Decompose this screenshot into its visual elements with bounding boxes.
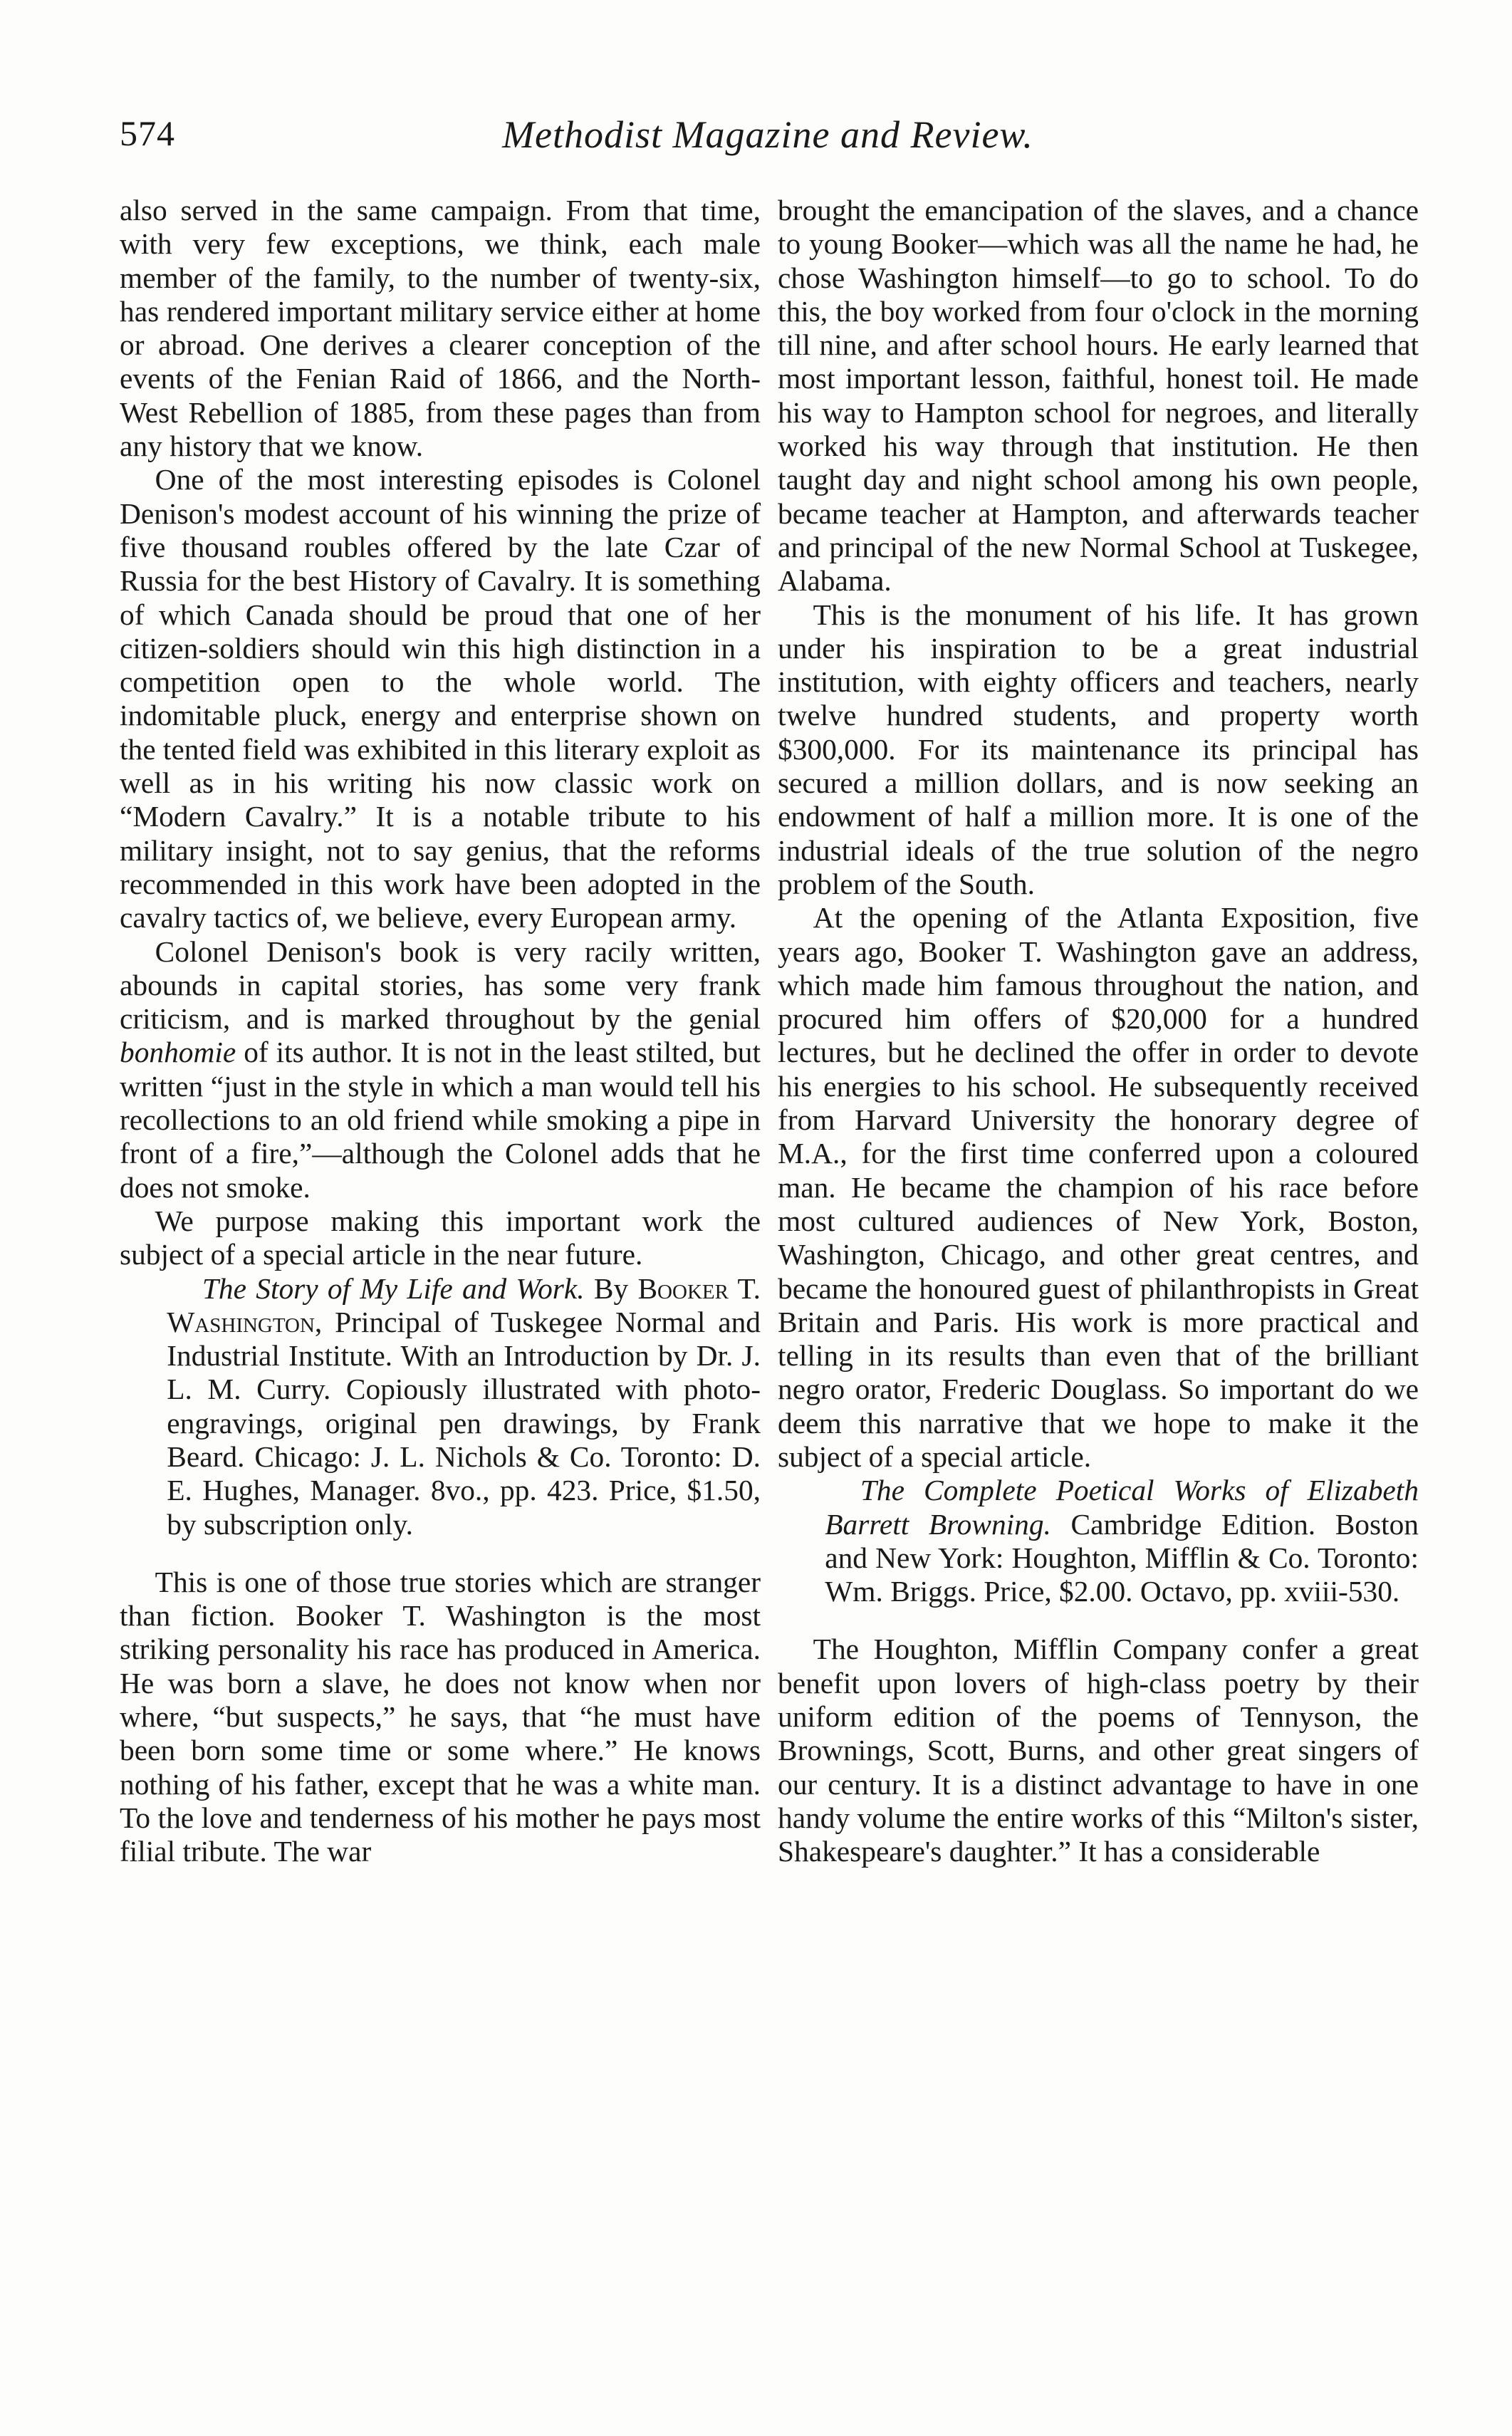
paragraph: We purpose making this important work the subject of a special article in the near future. [120, 1204, 761, 1271]
book-review-entry [120, 1272, 761, 1541]
page-number: 574 [120, 113, 175, 153]
running-title: Methodist Magazine and Review. [502, 113, 1033, 156]
right-column [778, 194, 1419, 1869]
book-review-entry [778, 1474, 1419, 1608]
paragraph: This is one of those true stories which are stranger than fiction. Booker T. Washington is the most striking personality his race has produced in America. He was born a slave, he does not know when nor where, “but suspects,” he says, that “he must have been born some time or some where.” He knows nothing of his father, except that he was a white man. To the love and tenderness of his mother he pays most filial tribute. The war [120, 1565, 761, 1868]
book-by: By [593, 1271, 629, 1305]
paragraph: This is the monument of his life. It has grown under his inspiration to be a great industrial institution, with eighty officers and teachers, nearly twelve hundred students, and property worth $300,000. For its maintenance its principal has secured a million dollars, and is now seeking an endowment of half a million more. It is one of the industrial ideals of the true solution of the negro problem of the South. [778, 598, 1419, 900]
running-head [120, 113, 1416, 162]
paragraph: brought the emancipation of the slaves, and a chance to young Booker—which was all the name he had, he chose Washington himself—to go to school. To do this, the boy worked from four o'clock in the morning till nine, and after school hours. He early learned that most important lesson, faithful, honest toil. He made his way to Hampton school for negroes, and literally worked his way through that institution. He then taught day and night school among his own people, became teacher at Hampton, and afterwards teacher and principal of the new Normal School at Tuskegee, Alabama. [778, 194, 1419, 598]
book-title: The Story of My Life and Work. [202, 1271, 585, 1305]
paragraph: The Houghton, Mifflin Company confer a great benefit upon lovers of high-class poetry by their uniform edition of the poems of Tennyson, the Brownings, Scott, Burns, and other great singers of our century. It is a distinct advantage to have in one handy volume the entire works of this “Milton's sister, Shakespeare's daughter.” It has a considerable [778, 1633, 1419, 1868]
paragraph: One of the most interesting episodes is Colonel Denison's modest account of his winning the prize of five thousand roubles offered by the late Czar of Russia for the best History of Cavalry. It is something of which Canada should be proud that one of her citizen-soldiers should win this high distinction in a competition open to the whole world. The indomitable pluck, energy and enterprise shown on the tented field was exhibited in this literary exploit as well as in his writing his now classic work on “Modern Cavalry.” It is a notable tribute to his military insight, not to say genius, that the reforms recommended in this work have been adopted in the cavalry tactics of, we believe, every European army. [120, 463, 761, 935]
book-details: Principal of Tuskegee Normal and Industrial Institute. With an Introduction by Dr. J. L. M. Curry. Copiously illustrated with photo-engravings, original pen drawings, by Frank Beard. Chicago: J. L. Nichols & Co. Toronto: D. E. Hughes, Manager. 8vo., pp. 423. Price, $1.50, by subscription only. [167, 1305, 761, 1541]
italic-phrase: bonhomie [120, 1036, 236, 1069]
left-column [120, 194, 761, 1869]
paragraph-text: Colonel Denison's book is very racily written, abounds in capital stories, has some very frank criticism, and is marked throughout by the genial [120, 935, 761, 1036]
book-author: Booker T. Washington, [167, 1271, 761, 1338]
paragraph-text: of its author. It is not in the least stilted, but written “just in the style in which a man would tell his recollections to an old friend while smoking a pipe in front of a fire,”—although the Colonel adds that he does not smoke. [120, 1036, 761, 1204]
paragraph: At the opening of the Atlanta Exposition, five years ago, Booker T. Washington gave an address, which made him famous throughout the nation, and procured him offers of $20,000 for a hundred lectures, but he declined the offer in order to devote his energies to his school. He subsequently received from Harvard University the honorary degree of M.A., for the first time conferred upon a coloured man. He became the champion of his race before most cultured audiences of New York, Boston, Washington, Chicago, and other great centres, and became the honoured guest of philanthropists in Great Britain and Paris. His work is more practical and telling in its results than even that of the brilliant negro orator, Frederic Douglass. So important do we deem this narrative that we hope to make it the subject of a special article. [778, 901, 1419, 1473]
book-details: Cambridge Edition. Boston and New York: Houghton, Mifflin & Co. Toronto: Wm. Briggs. Price, $2.00. Octavo, pp. xviii-530. [825, 1507, 1419, 1608]
paragraph [120, 935, 761, 1204]
paragraph: also served in the same campaign. From that time, with very few exceptions, we think, each male member of the family, to the number of twenty-six, has rendered important military service either at home or abroad. One derives a clearer conception of the events of the Fenian Raid of 1866, and the North-West Rebellion of 1885, from these pages than from any history that we know. [120, 194, 761, 463]
book-title: The Complete Poetical Works of Elizabeth Barrett Browning. [825, 1474, 1419, 1541]
